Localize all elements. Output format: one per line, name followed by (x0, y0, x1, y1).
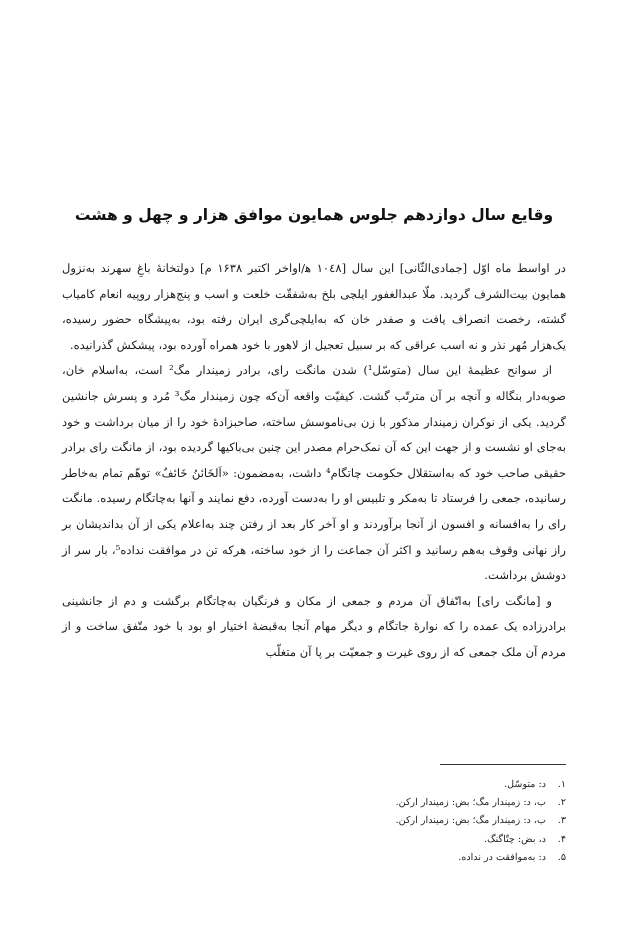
paragraph: در اواسط ماه اوّل [جمادی‌الثّانی] این سال [۱۰٤۸ ﻫ/اواخر اکتبر ۱۶۳۸ م] دولتخانۀ باغِ سهرند به‌نزول همایون بیت‌الشرف گردید. ملّا عبدالغفور ایلچی بلخ به‌شفقّت خلعت و اسب و پنج‌هزار روپیه انعام کامیاب گشته، رخصت انصراف یافت و صفدر خان که به‌ایلچی‌گری ایران رفته بود، به‌پیشگاه حضور رسیده، یک‌هزار مُهر نذر و نه اسب عراقی که بر سبیل تعجیل از لاهور با خود همراه آورده بود، پیشکش گذرانیده. (62, 261, 566, 352)
body-text (62, 256, 566, 666)
paragraph: و [مانگت رای] به‌اتّفاق آن مردم و جمعی از مکان و فرنگیان به‌چاتگام برگشت و دم از جانشینی برادرزاده یک عمده را که نوارهٔ جاتگام و دیگر مهام آنجا به‌قبضهٔ اختیار او بود با خود متّفق ساخت و از مردم آن ملک جمعی که از روی غیرت و جمعیّت بر پا آن متغلّب (62, 593, 566, 659)
footnote-number: ۲. (557, 797, 566, 809)
footnote-text: د: به‌موافقت در نداده. (458, 851, 546, 863)
footnote-separator (440, 764, 566, 765)
footnote (62, 794, 566, 812)
footnote-number: ۵. (557, 851, 566, 863)
footnote-number: ۱. (557, 779, 566, 790)
footnote (62, 849, 566, 867)
footnote (62, 831, 566, 849)
footnotes-list (62, 776, 566, 867)
footnote (62, 776, 566, 794)
chapter-heading: وقایع سال دوازدهم جلوس همایون موافق هزار و چهل و هشت (74, 206, 554, 224)
footnote-text: د، بض: چتّاگنگ. (484, 833, 546, 845)
footnote-number: ۳. (557, 815, 566, 827)
footnote-number: ۴. (557, 833, 566, 845)
footnote-text: ب، د: زمیندار مگ؛ بض: زمیندار ارکن. (395, 815, 546, 827)
footnote (62, 812, 566, 830)
footnote-text: د: متوسّل. (504, 779, 546, 790)
footnote-text: ب، د: زمیندار مگ؛ بض: زمیندار ارکن. (395, 797, 546, 809)
paragraph: از سوانح عظیمهٔ این سال (متوسّل¹) شدن مانگت رای، برادر زمیندار مگ² است، به‌اسلام خان، صوبه‌دار بنگاله و آنچه بر آن مترتّب گشت. کیفیّت واقعه آن‌که چون زمیندار مگ³ مُرد و پسرش جانشین گردید. یکی از نوکران زمیندار مذکور با زن بی‌ناموسش ساخته، صاحبزادهٔ خود را از میان برداشت و خود به‌جای او نشست و از جهت این که آن نمک‌حرام مصدر این چنین بی‌باکیها گردیده بود، از مانگت رای برادر حقیقی صاحب خود که به‌استقلال حکومت چاتگام⁴ داشت، به‌مضمون: «اَلخَائنُ خَائفٌ» توهّم تمام به‌خاطر رسانیده، جمعی را فرستاد تا به‌مکر و تلبیس او را به‌دست آورده، دفع نمایند و آنها به‌چاتگام رسیده. مانگت رای را به‌افسانه و افسون از آنجا برآوردند و او آخر کار بعد از رفتن چند به‌اعلام یکی از آن بداندیشان بر راز نهانی وقوف به‌هم رسانید و اکثر آن جماعت را از خود ساخته، هرکه تن در موافقت نداده⁵، بار سر از دوشش برداشت. (62, 363, 566, 583)
